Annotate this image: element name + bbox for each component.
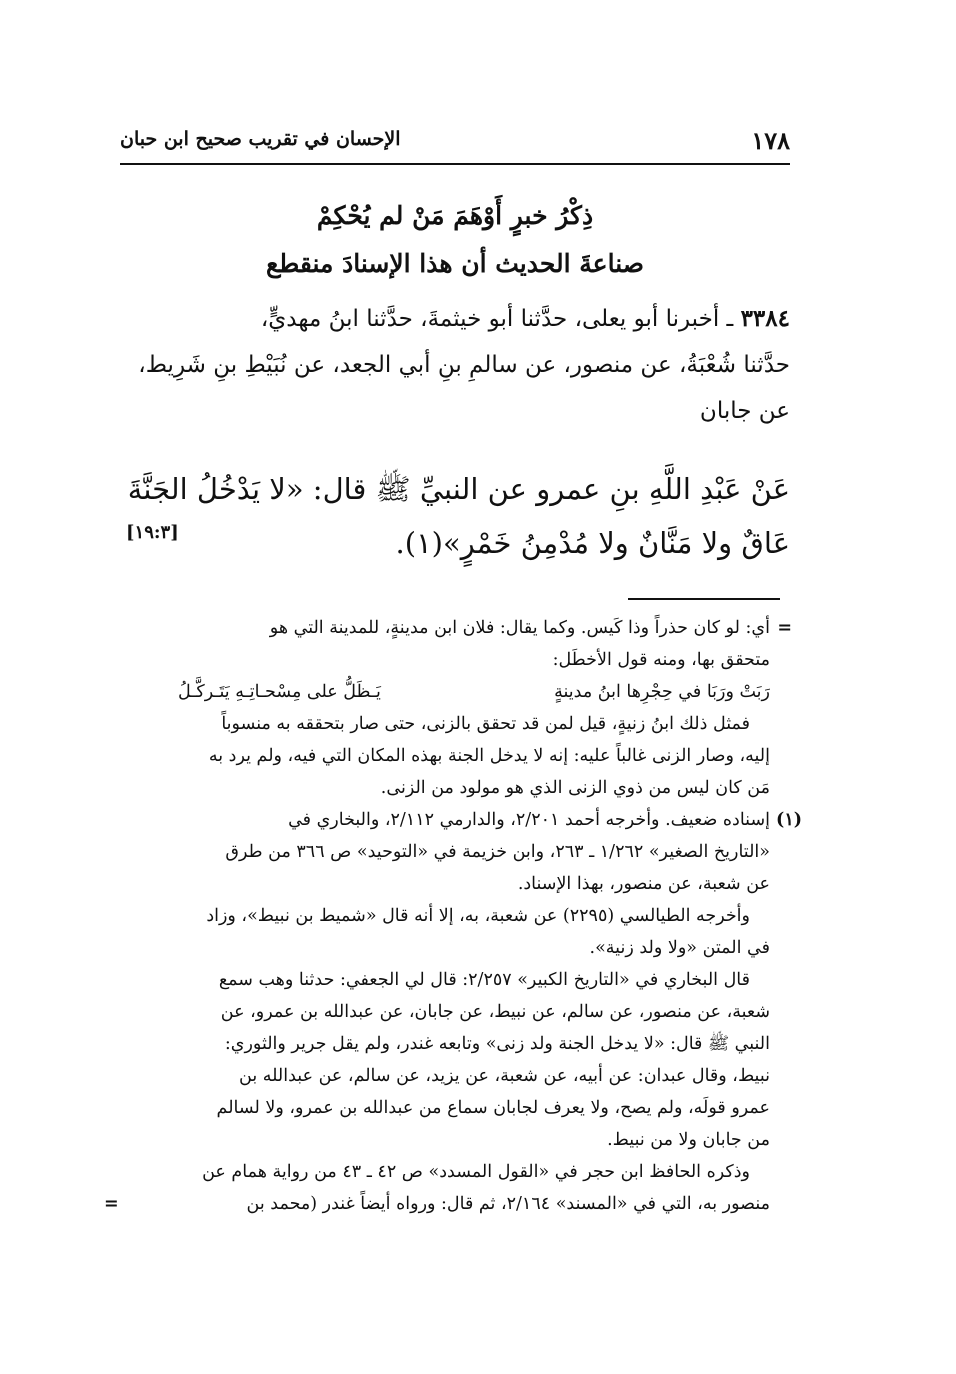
volume-reference: [١٩:٣] bbox=[126, 522, 179, 543]
footnote-line: متحقق بها، ومنه قول الأخطَل: bbox=[552, 650, 770, 670]
footnote-1-line: قال البخاري في «التاريخ الكبير» ٢/٢٥٧: قال لي الجعفي: حدثنا وهب سمع bbox=[218, 970, 750, 990]
footnote-1-line: وأخرجه الطيالسي (٢٢٩٥) عن شعبة، به، إلا أنه قال «شميط بن نبيط»، وزاد bbox=[206, 906, 750, 926]
chapter-heading bbox=[120, 192, 790, 288]
verse-hemistich-1: رَبَتْ ورَبَا في حِجْرِها ابنُ مدينةٍ bbox=[554, 682, 770, 702]
heading-line-1: ذِكْرُ خبرٍ أَوْهَمَ مَنْ لم يُحْكِمْ bbox=[316, 201, 594, 230]
footnote-1-line: النبي ﷺ قال: «لا يدخل الجنة ولد زنى» وتابعه غندر، ولم يقل جرير والثوري: bbox=[224, 1034, 770, 1054]
footnote-1-line: في المتن «ولا ولد زنية». bbox=[589, 938, 770, 958]
footnote-1-line: شعبة، عن منصور، عن سالم، عن نبيط، عن جابان، عن عبدالله بن عمرو، عن bbox=[220, 1002, 770, 1022]
hadith-text bbox=[120, 462, 790, 570]
matn-line: عَاقٌ ولا مَنَّانٌ ولا مُدْمِنُ خَمْرٍ»(١). bbox=[395, 526, 790, 560]
running-title: الإحسان في تقريب صحيح ابن حبان bbox=[120, 128, 401, 150]
footnote-1-line: عن شعبة، عن منصور، بهذا الإسناد. bbox=[517, 874, 770, 894]
footnote-line: مَن كان ليس من ذوي الزنى الذي هو مولود من الزنى. bbox=[380, 778, 770, 798]
heading-line-2: صناعةَ الحديث أن هذا الإسنادَ منقطع bbox=[266, 249, 644, 278]
footnote-divider bbox=[628, 598, 780, 600]
continuation-marker: = bbox=[104, 1194, 119, 1214]
matn-line: عَنْ عَبْدِ اللَّهِ بنِ عمرو عن النبيِّ ﷺ قال: «لا يَدْخُلُ الجَنَّةَ bbox=[127, 472, 790, 506]
footnote-line: فمثل ذلك ابنُ زنيةٍ، قيل لمن قد تحقق بالزنى، حتى صار بتحققه به منسوباً bbox=[221, 714, 750, 734]
footnote-1-line: (١) إسناده ضعيف. وأخرجه أحمد ٢/٢٠١، والدارمي ٢/١١٢، والبخاري في bbox=[108, 804, 784, 836]
footnote-line: إليه، وصار الزنى غالباً عليه: إنه لا يدخل الجنة بهذه المكان التي فيه، ولم يرد به bbox=[208, 746, 770, 766]
footnote-1-line: من جابان ولا من نبيط. bbox=[607, 1130, 770, 1150]
footnote-1-line: منصور به، التي في «المسند» ٢/١٦٤، ثم قال: ورواه أيضاً غندر (محمد بن = bbox=[108, 1188, 784, 1220]
isnad-line: ٣٣٨٤ ـ أخبرنا أبو يعلى، حدَّثنا أبو خيثمةَ، حدَّثنا ابنُ مهديٍّ، bbox=[260, 305, 790, 332]
isnad-paragraph bbox=[120, 296, 790, 434]
footnote-1-number: (١) bbox=[776, 810, 802, 830]
page-number: ١٧٨ bbox=[751, 126, 790, 155]
isnad-line: حدَّثنا شُعْبَةُ، عن منصور، عن سالمِ بنِ أبي الجعد، عن نُبَيْطِ بنِ شَرِيط، bbox=[138, 352, 790, 378]
footnote-1-line: وذكره الحافظ ابن حجر في «القول المسدد» ص ٤٢ ـ ٤٣ من رواية همام عن bbox=[202, 1162, 750, 1182]
footnote-1-line: «التاريخ الصغير» ١/٢٦٢ ـ ٢٦٣، وابن خزيمة في «التوحيد» ص ٣٦٦ من طرق bbox=[225, 842, 770, 862]
hadith-number: ٣٣٨٤ bbox=[740, 305, 790, 332]
footnote-1-line: نبيط، وقال عبدان: عن أبيه، عن شعبة، عن يزيد، عن سالم، عن عبدالله بن bbox=[239, 1066, 770, 1086]
verse-hemistich-2: يَـظَلُّ على مِسْحـاتِـهِ يَتَـركَّـلُ bbox=[178, 682, 381, 702]
header-divider bbox=[120, 163, 790, 165]
footnote-line: = أي: لو كان حذراً وذا كَيس. وكما يقال: فلان ابن مدينةٍ، للمدينة التي هو bbox=[108, 612, 784, 644]
footnote-1-line: عمرو قولَه، ولم يصح، ولا يعرف لجابان سماع من عبدالله بن عمرو، ولا لسالم bbox=[216, 1098, 770, 1118]
continuation-marker: = bbox=[777, 618, 792, 638]
poem-verse bbox=[108, 676, 784, 708]
footnotes bbox=[104, 612, 802, 1220]
page-header bbox=[120, 126, 790, 160]
isnad-line: عن جابان bbox=[699, 398, 790, 424]
